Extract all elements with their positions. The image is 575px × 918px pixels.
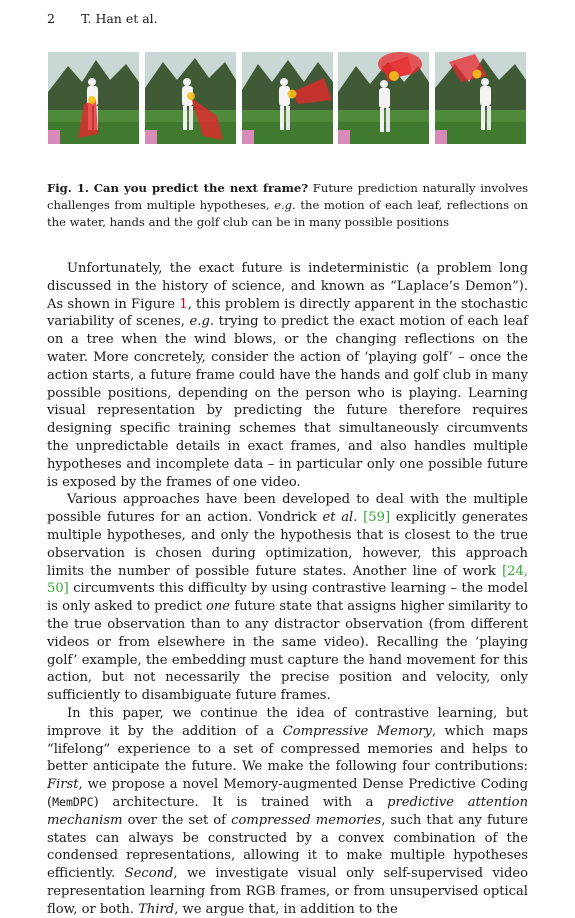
figure-label: Fig. 1. <box>47 181 89 195</box>
golf-frame-2-image <box>145 52 236 144</box>
figure-question: Can you predict the next frame? <box>93 181 309 195</box>
caption-eg: e.g. <box>274 198 296 212</box>
golf-frame-1-image <box>48 52 139 144</box>
p3-text-e: over the set of <box>122 812 232 828</box>
p2-etal: et al. <box>322 510 358 526</box>
p3-memdpc: MemDPC <box>52 794 94 809</box>
golf-frame-4-image <box>338 52 429 144</box>
caption-text-2: the motion of each leaf, reflections on the water, hands and the golf club can be in many possible positions <box>47 198 528 229</box>
golf-frame-5-image <box>435 52 526 144</box>
p3-text-a: In this paper, we continue the idea of contrastive learning, but improve it by the addition of a <box>47 705 528 739</box>
p1-text-a: Unfortunately, the exact future is indeterministic (a problem long discussed in the history of science, and known as “Laplace’s Demon”). As shown in Figure <box>47 261 528 312</box>
p2-text-c: circumvents this difficulty by using contrastive learning – the model is only asked to predict <box>47 581 528 615</box>
figure-caption <box>47 180 528 231</box>
p3-text-c: , we propose a novel Memory-augmented Dense Predictive Coding ( <box>47 777 528 810</box>
figure-1-frames <box>48 52 526 144</box>
p3-text-h: , we argue that, in addition to the <box>174 901 398 917</box>
p2-text-d: future state that assigns higher similarity to the true observation than to any distractor observation (from different videos or from elsewhere in the same video). Recalling the ‘playing golf’ example, the embedding must capture the hand movement for this action, but not necessarily the precise position and velocity, only sufficiently to disambiguate future frames. <box>47 599 528 704</box>
paragraph-1 <box>47 260 528 491</box>
p2-text-a: Various approaches have been developed to deal with the multiple possible futures for an action. Vondrick <box>47 492 528 526</box>
p3-second: Second <box>124 866 174 882</box>
golf-frame-5 <box>435 52 526 144</box>
citation-24-50-link[interactable]: [24, 50] <box>47 563 528 597</box>
p1-text-b: , this problem is directly apparent in the stochastic variability of scenes, <box>47 296 528 330</box>
page-number: 2 <box>47 11 55 26</box>
golf-frame-3 <box>242 52 333 144</box>
running-title: T. Han et al. <box>81 11 158 26</box>
page-header <box>47 11 158 26</box>
p2-one: one <box>205 599 231 615</box>
golf-frame-3-image <box>242 52 333 144</box>
figure-1-link[interactable]: 1 <box>179 296 188 312</box>
p1-eg: e.g. <box>189 314 215 330</box>
golf-frame-2 <box>145 52 236 144</box>
citation-59-link[interactable]: [59] <box>363 510 391 526</box>
p1-text-c: trying to predict the exact motion of each leaf on a tree when the wind blows, or the changing reflections on the water. More concretely, consider the action of ‘playing golf’ – once the action starts, a future frame could have the hands and golf club in many possible positions, depending on the person who is playing. Learning visual representation by predicting the future therefore requires designing specific training schemes that simultaneously circumvents the unpredictable details in exact frames, and also handles multiple hypotheses and incomplete data – in particular only one possible future is exposed by the frames of one video. <box>47 314 528 490</box>
p3-compressed-memories: compressed memories <box>231 812 382 828</box>
paragraph-2 <box>47 491 528 705</box>
p3-text-f: , such that any future states can always be constructed by a convex combination of the condensed representations, allowing it to make multiple hypotheses efficiently. <box>47 812 528 882</box>
p3-text-g: , we investigate visual only self-supervised video representation learning from RGB frames, or from unsupervised optical flow, or both. <box>47 866 528 917</box>
p2-text-b: explicitly generates multiple hypotheses, and only the hypothesis that is closest to the true observation is chosen during optimization, however, this approach limits the number of possible future states. Another line of work <box>47 510 528 579</box>
body-text <box>47 260 528 918</box>
p3-predictive-attention: predictive attention mechanism <box>47 794 528 828</box>
p3-third: Third <box>138 901 175 917</box>
p3-compressive-memory: Compressive Memory <box>282 723 432 739</box>
caption-text-1: Future prediction naturally involves challenges from multiple hypotheses, <box>47 181 529 212</box>
p3-first: First <box>47 777 79 793</box>
p3-text-b: , which maps “lifelong” experience to a set of compressed memories and helps to better anticipate the future. We make the following four contributions: <box>47 723 529 775</box>
p3-text-d: ) architecture. It is trained with a <box>93 794 388 810</box>
paragraph-3 <box>47 705 528 918</box>
golf-frame-4 <box>338 52 429 144</box>
golf-frame-1 <box>48 52 139 144</box>
